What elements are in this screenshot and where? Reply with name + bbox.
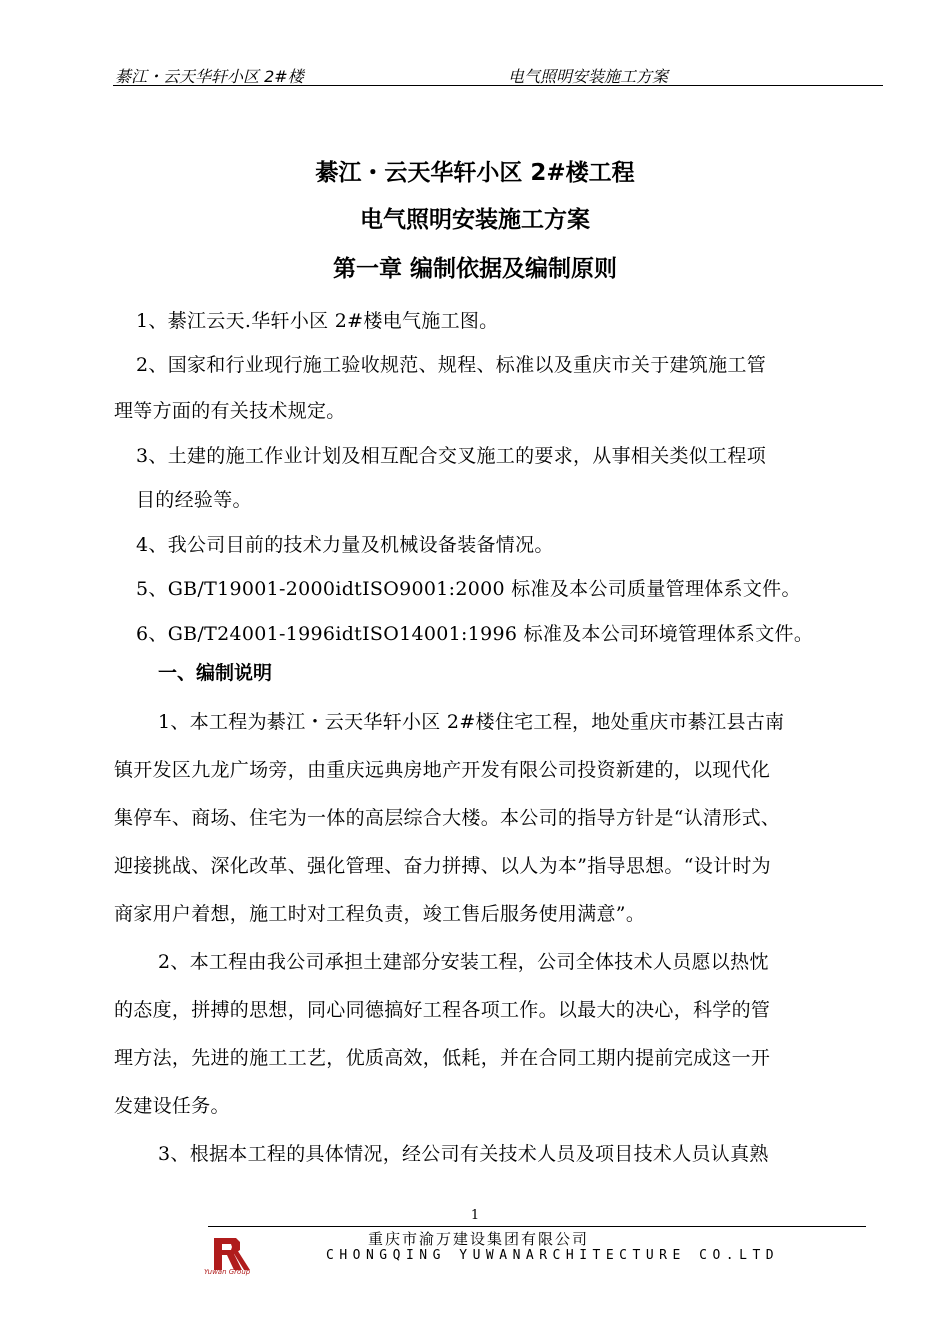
doc-title: 綦江・云天华轩小区 2#楼工程	[315, 160, 635, 186]
basis-line: 4、我公司目前的技术力量及机械设备装备情况。	[136, 534, 554, 556]
doc-subtitle: 电气照明安装施工方案	[360, 207, 590, 233]
basis-line: 5、GB/T19001-2000idtISO9001:2000 标准及本公司质量管理体系文件。	[136, 578, 801, 600]
header-divider	[113, 85, 883, 86]
basis-line: 2、国家和行业现行施工验收规范、规程、标准以及重庆市关于建筑施工管	[136, 354, 766, 376]
paragraph-line: 集停车、商场、住宅为一体的高层综合大楼。本公司的指导方针是“认清形式、	[114, 807, 781, 829]
paragraph-line: 3、根据本工程的具体情况，经公司有关技术人员及项目技术人员认真熟	[158, 1143, 769, 1165]
header-left: 綦江・云天华轩小区 2#楼	[115, 67, 304, 86]
basis-line: 理等方面的有关技术规定。	[114, 400, 346, 422]
footer-divider	[208, 1226, 866, 1227]
paragraph-line: 商家用户着想，施工时对工程负责，竣工售后服务使用满意”。	[114, 903, 646, 925]
footer-company-cn: 重庆市渝万建设集团有限公司	[368, 1230, 590, 1248]
basis-line: 3、土建的施工作业计划及相互配合交叉施工的要求，从事相关类似工程项	[136, 445, 766, 467]
paragraph-line: 发建设任务。	[114, 1095, 230, 1117]
paragraph-line: 理方法，先进的施工工艺，优质高效，低耗，并在合同工期内提前完成这一开	[114, 1047, 771, 1069]
basis-line: 6、GB/T24001-1996idtISO14001:1996 标准及本公司环境管理体系文件。	[136, 623, 814, 645]
paragraph-line: 的态度，拼搏的思想，同心同德搞好工程各项工作。以最大的决心，科学的管	[114, 999, 771, 1021]
footer-company-en: CHONGQING YUWANARCHITECTURE CO.LTD	[326, 1248, 780, 1263]
section-title: 一、编制说明	[158, 662, 273, 684]
paragraph-line: 2、本工程由我公司承担土建部分安装工程，公司全体技术人员愿以热忱	[158, 951, 769, 973]
paragraph-line: 迎接挑战、深化改革、强化管理、奋力拼搏、以人为本”指导思想。“设计时为	[114, 855, 771, 877]
page-number: 1	[470, 1208, 480, 1223]
chapter-title: 第一章 编制依据及编制原则	[332, 256, 617, 282]
paragraph-line: 镇开发区九龙广场旁，由重庆远典房地产开发有限公司投资新建的，以现代化	[114, 759, 771, 781]
header-right: 电气照明安装施工方案	[508, 67, 669, 86]
logo-text: Yuwan Group	[204, 1268, 251, 1276]
basis-line: 1、綦江云天.华轩小区 2#楼电气施工图。	[136, 310, 499, 332]
basis-line: 目的经验等。	[136, 489, 252, 511]
paragraph-line: 1、本工程为綦江・云天华轩小区 2#楼住宅工程，地处重庆市綦江县古南	[158, 711, 785, 733]
